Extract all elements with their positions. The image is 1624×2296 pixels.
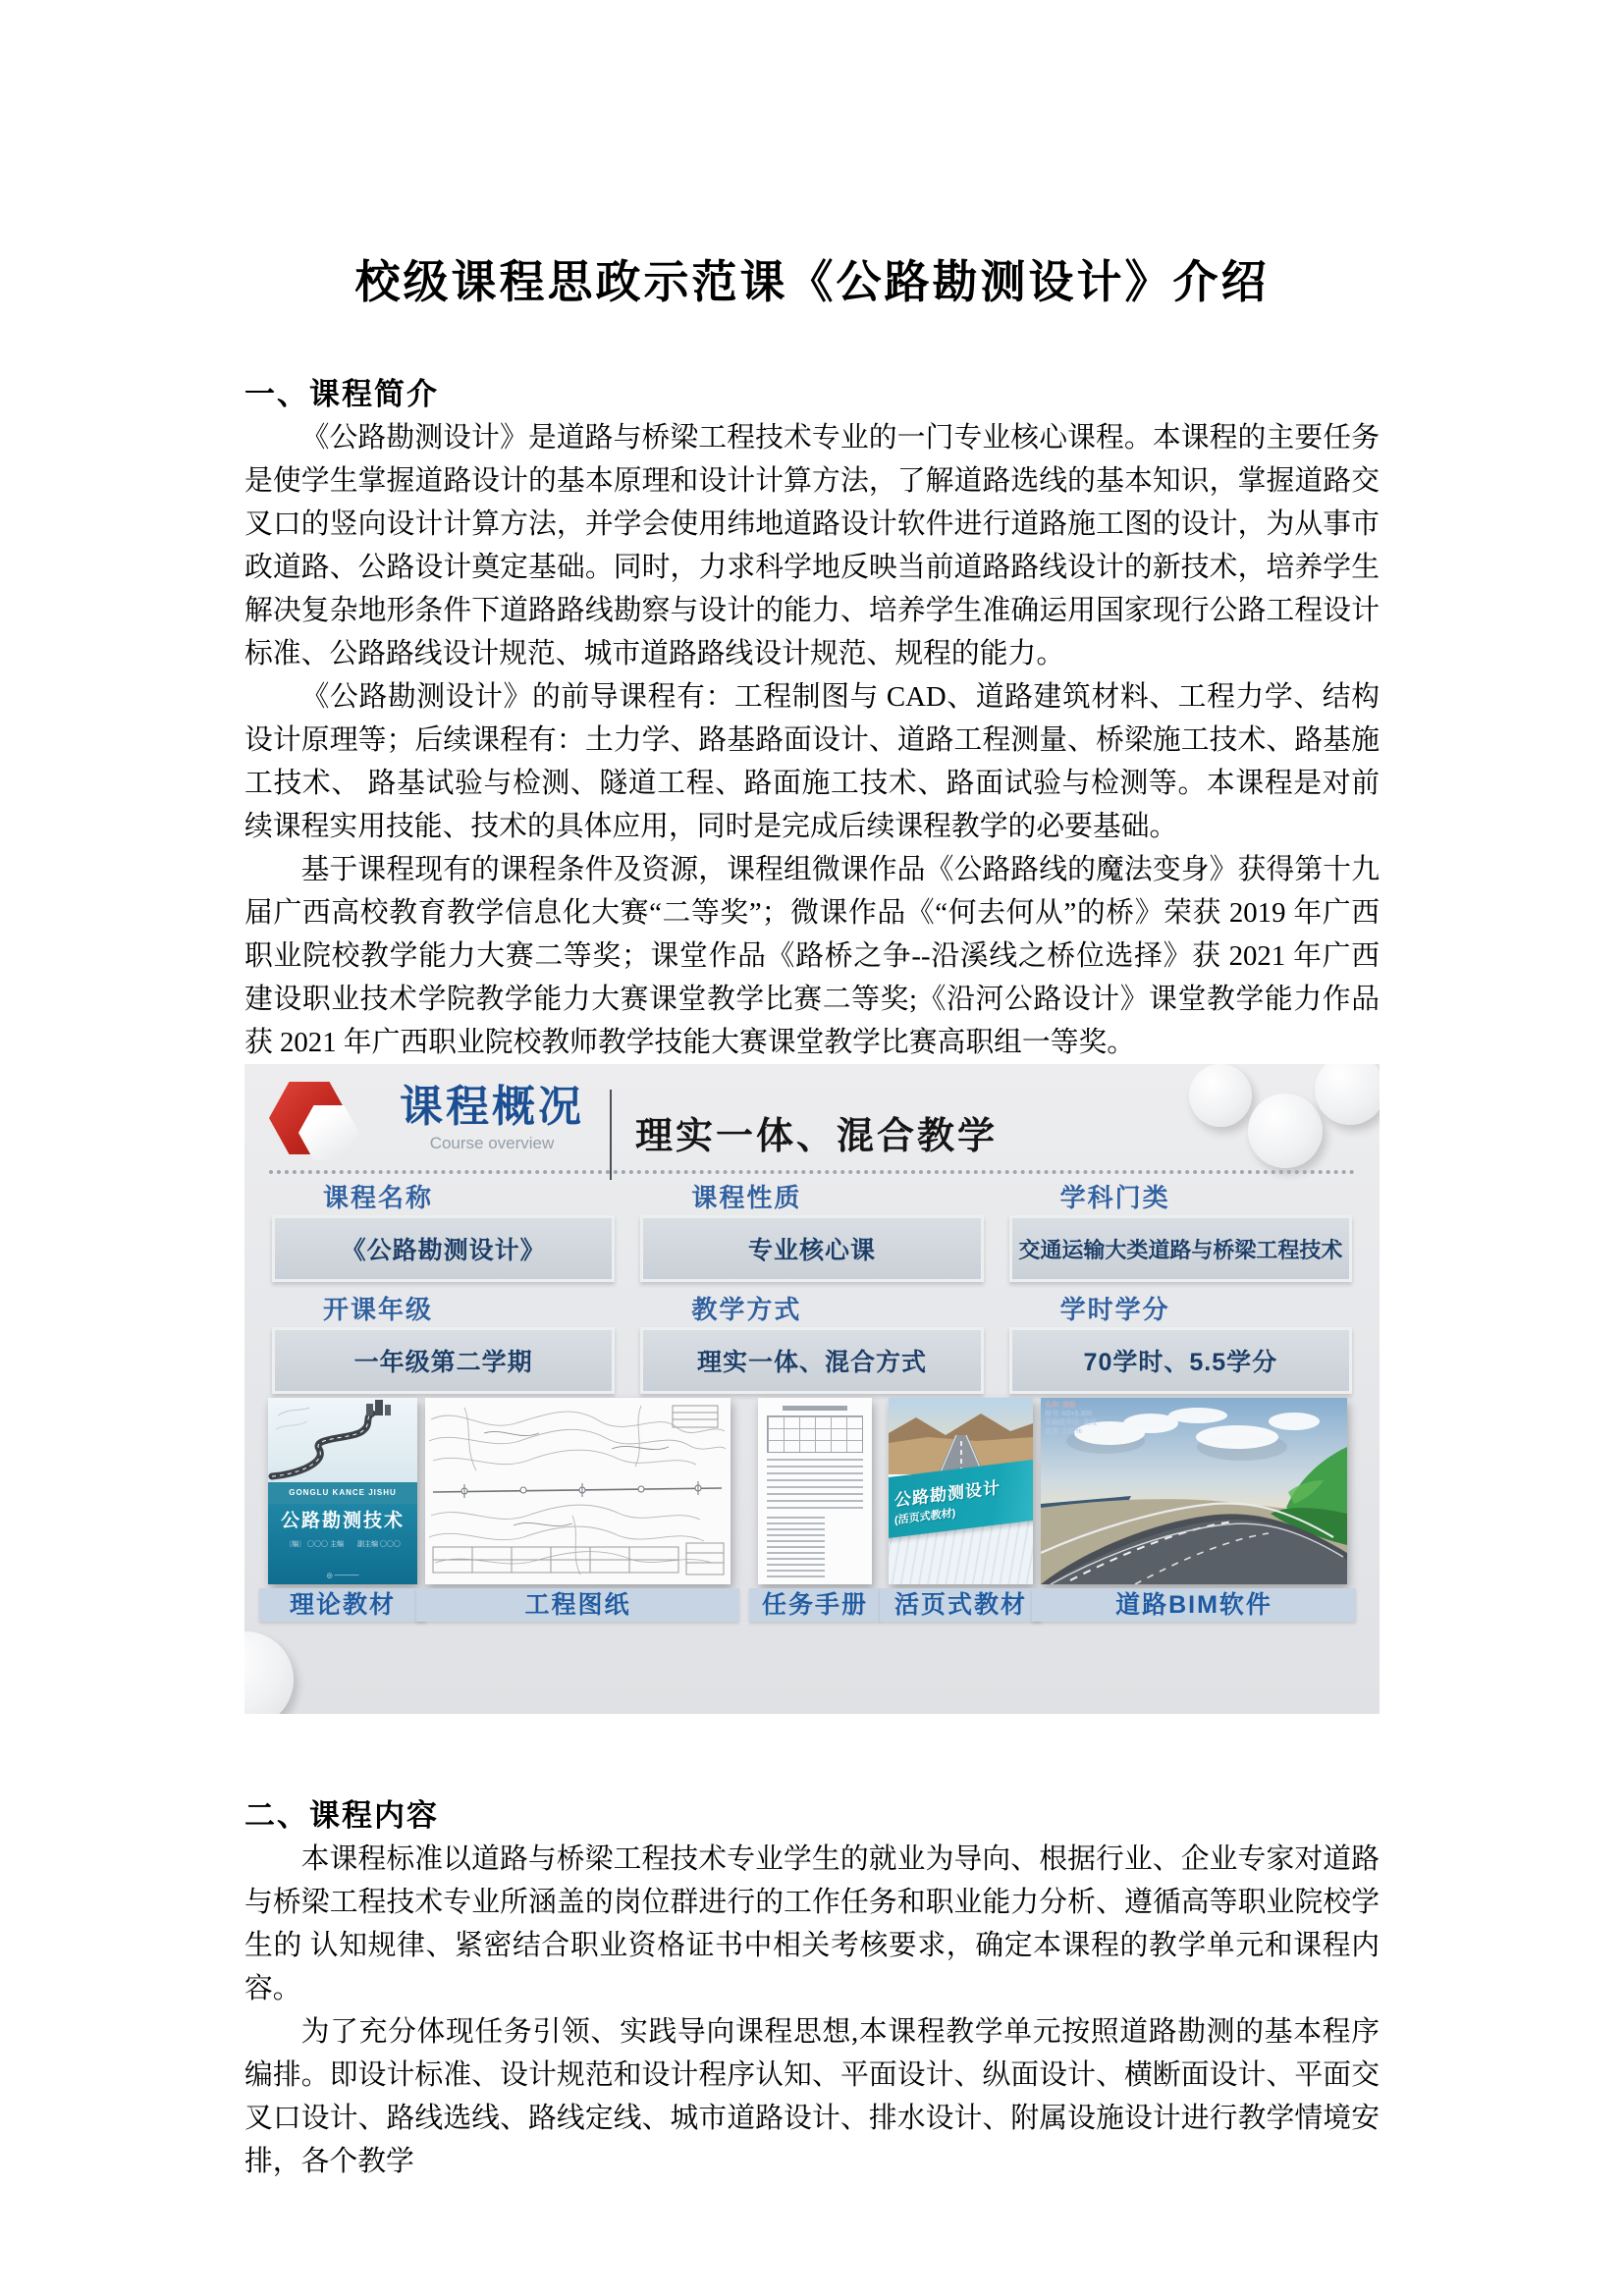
decor-circle (244, 1631, 294, 1714)
book-cover-road-illustration (268, 1398, 417, 1482)
caption-engineering-drawings: 工程图纸 (416, 1588, 739, 1622)
caption-task-manual: 任务手册 (749, 1588, 881, 1622)
course-overview-figure (244, 1064, 1380, 1714)
loose-leaf-subtitle: (活页式教材) (894, 1507, 956, 1527)
manual-paragraph-lines (767, 1459, 863, 1512)
task-manual-thumbnail (758, 1398, 872, 1584)
caption-loose-leaf-textbook: 活页式教材 (880, 1588, 1042, 1622)
info-card-credits: 学时学分 70学时、5.5学分 (1009, 1294, 1352, 1394)
manual-list-lines (767, 1517, 825, 1577)
loose-leaf-title: 公路勘测设计 (894, 1478, 1001, 1511)
book-author-line: 〔编〕 〇〇〇 主编 副主编 〇〇〇 (285, 1541, 401, 1548)
section1-paragraph-3: 基于课程现有的课程条件及资源，课程组微课作品《公路路线的魔法变身》获得第十九届广西高校教育教学信息化大赛“二等奖”；微课作品《“何去何从”的桥》荣获 2019 年广西职业院校教学能力大赛二等奖；课堂作品《路桥之争--沿溪线之桥位选择》获 2021 年广西建设职业技术学院教学能力大赛课堂教学比赛二等奖;《沿河公路设计》课堂教学能力作品获 2021 年广西职业院校教师教学技能大赛课堂教学比赛高职组一等奖。 (244, 854, 1380, 1058)
figure-title-block (384, 1084, 600, 1153)
manual-table (767, 1415, 863, 1453)
figure-tagline: 理实一体、混合教学 (635, 1116, 999, 1157)
caption-road-bim-software: 道路BIM软件 (1032, 1588, 1356, 1622)
task-manual-page (758, 1398, 872, 1584)
textbook-thumbnail (268, 1398, 417, 1584)
vertical-divider (610, 1090, 612, 1180)
caption-theory-textbook: 理论教材 (259, 1588, 426, 1622)
section2-heading: 二、课程内容 (244, 1798, 439, 1833)
section1-paragraph-1: 《公路勘测设计》是道路与桥梁工程技术专业的一门专业核心课程。本课程的主要任务是使学生掌握道路设计的基本原理和设计计算方法，了解道路选线的基本知识，掌握道路交叉口的竖向设计计算方法，并学会使用纬地道路设计软件进行道路施工图的设计，为从事市政道路、公路设计奠定基础。同时，力求科学地反映当前道路路线设计的新技术，培养学生解决复杂地形条件下道路路线勘察与设计的能力、培养学生准确运用国家现行公路工程设计标准、公路路线设计规范、城市道路路线设计规范、规程的能力。 (244, 422, 1380, 669)
book-cover-lower (268, 1504, 417, 1584)
manual-title-line (783, 1406, 848, 1411)
dotted-separator (269, 1170, 1355, 1174)
book-title: 公路勘测技术 (280, 1511, 405, 1531)
section2-paragraph-1: 本课程标准以道路与桥梁工程技术专业学生的就业为导向、根据行业、企业专家对道路与桥梁工程技术专业所涵盖的岗位群进行的工作任务和职业能力分析、遵循高等职业院校学生的 认知规律、紧密结合职业资格证书中相关考核要求，确定本课程的教学单元和课程内容。 (244, 1843, 1380, 2004)
document-content (244, 0, 1380, 2183)
info-card-course-nature: 课程性质 专业核心课 (640, 1182, 983, 1282)
book-publisher-mark: ◎ ───── (326, 1573, 359, 1579)
info-card-teaching-mode: 教学方式 理实一体、混合方式 (640, 1294, 983, 1394)
info-card-grade: 开课年级 一年级第二学期 (272, 1294, 615, 1394)
decor-circle (1248, 1094, 1323, 1168)
road-bim-thumbnail (1041, 1398, 1347, 1584)
course-info-grid (272, 1182, 1352, 1394)
decor-circle (1189, 1064, 1252, 1127)
loose-leaf-textbook-thumbnail (889, 1398, 1033, 1584)
bim-hud-readout: 名称: 道路 桩号: K0+5.300 平曲线半径: 直线 坡度: 2.02% (1045, 1402, 1097, 1435)
engineering-drawing-thumbnail (425, 1398, 731, 1584)
section1-heading: 一、课程简介 (244, 377, 439, 411)
figure-title: 课程概况 (400, 1083, 584, 1131)
section2-paragraph-2: 为了充分体现任务引领、实践导向课程思想,本课程教学单元按照道路勘测的基本程序编排。即设计标准、设计规范和设计程序认知、平面设计、纵面设计、横断面设计、平面交 叉口设计、路线选线、路线定线、城市道路设计、排水设计、附属设施设计进行教学情境安 排，各个教学 (244, 2016, 1380, 2177)
book-series-band: GONGLU KANCE JISHU (268, 1482, 417, 1504)
info-card-discipline: 学科门类 交通运输大类道路与桥梁工程技术 (1009, 1182, 1352, 1282)
decor-circle (1315, 1064, 1380, 1125)
info-card-course-name: 课程名称 《公路勘测设计》 (272, 1182, 615, 1282)
page-title: 校级课程思政示范课《公路勘测设计》介绍 (354, 257, 1270, 307)
hexagon-badge-icon (269, 1082, 361, 1166)
figure-subtitle: Course overview (429, 1134, 555, 1152)
section1-paragraph-2: 《公路勘测设计》的前导课程有：工程制图与 CAD、道路建筑材料、工程力学、结构设计原理等；后续课程有：土力学、路基路面设计、道路工程测量、桥梁施工技术、路基施工技术、 路基试验与检测、隧道工程、路面施工技术、路面试验与检测等。本课程是对前续课程实用技能、技术的具体应用，同时是完成后续课程教学的必要基础。 (244, 681, 1380, 842)
